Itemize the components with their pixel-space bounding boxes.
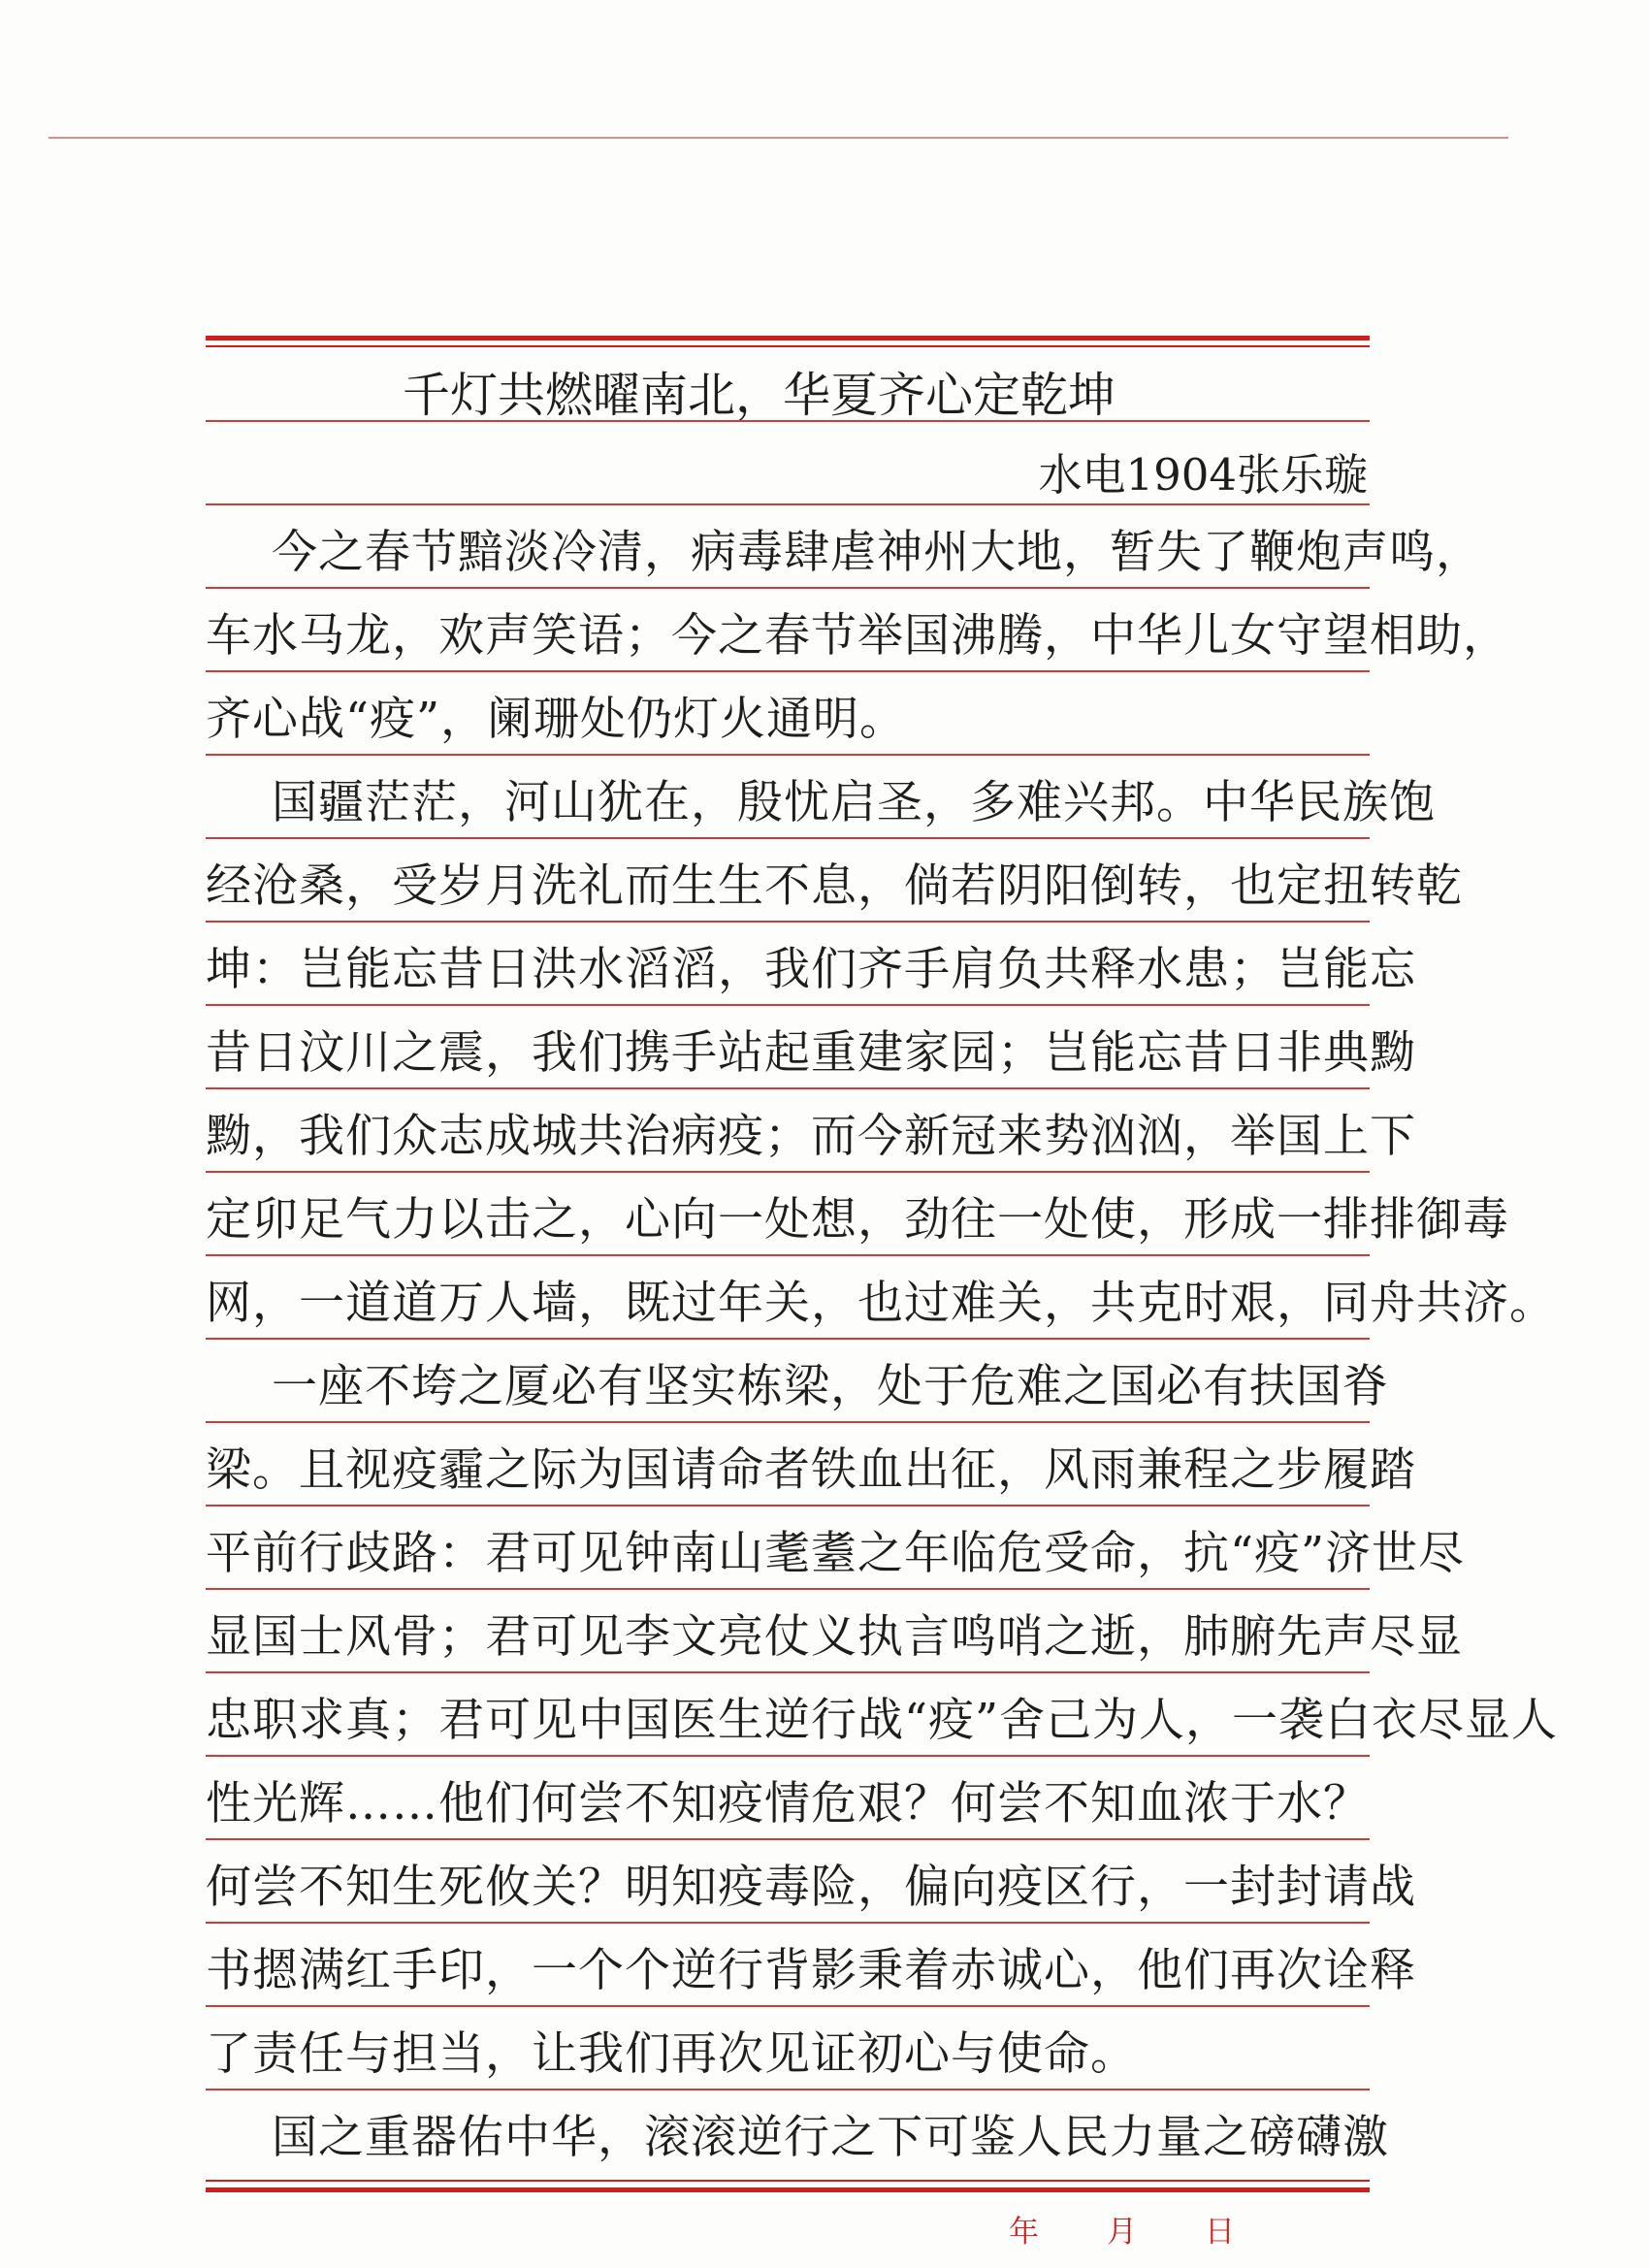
text-line: 车水马龙，欢声笑语；今之春节举国沸腾，中华儿女守望相助， [206, 609, 1509, 663]
ruled-line [206, 503, 1370, 505]
ruled-line [206, 1087, 1370, 1089]
text-line: 显国士风骨；君可见李文亮仗义执言鸣哨之逝，肺腑先声尽显 [206, 1610, 1463, 1664]
ruled-line [206, 1755, 1370, 1757]
ruled-line [206, 1171, 1370, 1173]
ruled-line [206, 587, 1370, 589]
text-line: 书摁满红手印，一个个逆行背影秉着赤诚心，他们再次诠释 [206, 1944, 1416, 1997]
page-top-rule [48, 137, 1508, 139]
ruled-line [206, 837, 1370, 839]
essay-title: 千灯共燃曜南北，华夏齐心定乾坤 [403, 368, 1116, 423]
ruled-line [206, 1338, 1370, 1340]
text-line: 齐心战“疫”，阑珊处仍灯火通明。 [206, 693, 907, 746]
ruled-line [206, 2089, 1370, 2090]
ruled-line [206, 754, 1370, 756]
ruled-line [206, 2005, 1370, 2007]
ruled-line [206, 420, 1370, 422]
essay-author: 水电1904张乐璇 [1038, 449, 1368, 501]
text-line: 忠职求真；君可见中国医生逆行战“疫”舍己为人，一袭白衣尽显人 [206, 1694, 1559, 1747]
text-line: 网，一道道万人墙，既过年关，也过难关，共克时艰，同舟共济。 [206, 1277, 1556, 1330]
text-line: 平前行歧路：君可见钟南山耄耋之年临危受命，抗“疫”济世尽 [206, 1527, 1466, 1580]
ruled-line [206, 670, 1370, 672]
text-line: 了责任与担当，让我们再次见证初心与使命。 [206, 2027, 1137, 2081]
text-line: 何尝不知生死攸关？明知疫毒险，偏向疫区行，一封封请战 [206, 1861, 1416, 1914]
text-line: 国之重器佑中华，滚滚逆行之下可鉴人民力量之磅礴激 [272, 2111, 1389, 2164]
text-line: 定卯足气力以击之，心向一处想，劲往一处使，形成一排排御毒 [206, 1193, 1509, 1247]
date-month-label: 月 [1107, 2215, 1137, 2250]
text-line: 昔日汶川之震，我们携手站起重建家园；岂能忘昔日非典黝 [206, 1026, 1416, 1080]
ruled-line [206, 1421, 1370, 1423]
date-footer [1009, 2207, 1235, 2251]
text-line: 坤：岂能忘昔日洪水滔滔，我们齐手肩负共释水患；岂能忘 [206, 943, 1416, 996]
date-day-label: 日 [1205, 2215, 1235, 2250]
footer-double-rule-top [206, 2180, 1370, 2182]
ruled-line [206, 1254, 1370, 1256]
text-line: 性光辉……他们何尝不知疫情危艰？何尝不知血浓于水？ [206, 1777, 1370, 1831]
text-line: 国疆茫茫，河山犹在，殷忧启圣，多难兴邦。中华民族饱 [272, 776, 1436, 829]
ruled-line [206, 1922, 1370, 1924]
date-year-label: 年 [1009, 2215, 1039, 2250]
text-line: 今之春节黯淡冷清，病毒肆虐神州大地，暂失了鞭炮声鸣， [272, 526, 1482, 579]
header-double-rule-bottom [206, 345, 1370, 347]
header-double-rule-top [206, 336, 1370, 340]
ruled-line [206, 1588, 1370, 1590]
ruled-line [206, 1671, 1370, 1673]
text-line: 梁。且视疫霾之际为国请命者铁血出征，风雨兼程之步履踏 [206, 1443, 1416, 1497]
ruled-line [206, 1838, 1370, 1840]
footer-double-rule-bottom [206, 2187, 1370, 2192]
text-line: 经沧桑，受岁月洗礼而生生不息，倘若阴阳倒转，也定扭转乾 [206, 859, 1463, 913]
ruled-line [206, 1505, 1370, 1507]
text-line: 一座不垮之厦必有坚实栋梁，处于危难之国必有扶国脊 [272, 1360, 1389, 1413]
text-line: 黝，我们众志成城共治病疫；而今新冠来势汹汹，举国上下 [206, 1110, 1416, 1163]
ruled-line [206, 921, 1370, 923]
ruled-line [206, 1004, 1370, 1006]
